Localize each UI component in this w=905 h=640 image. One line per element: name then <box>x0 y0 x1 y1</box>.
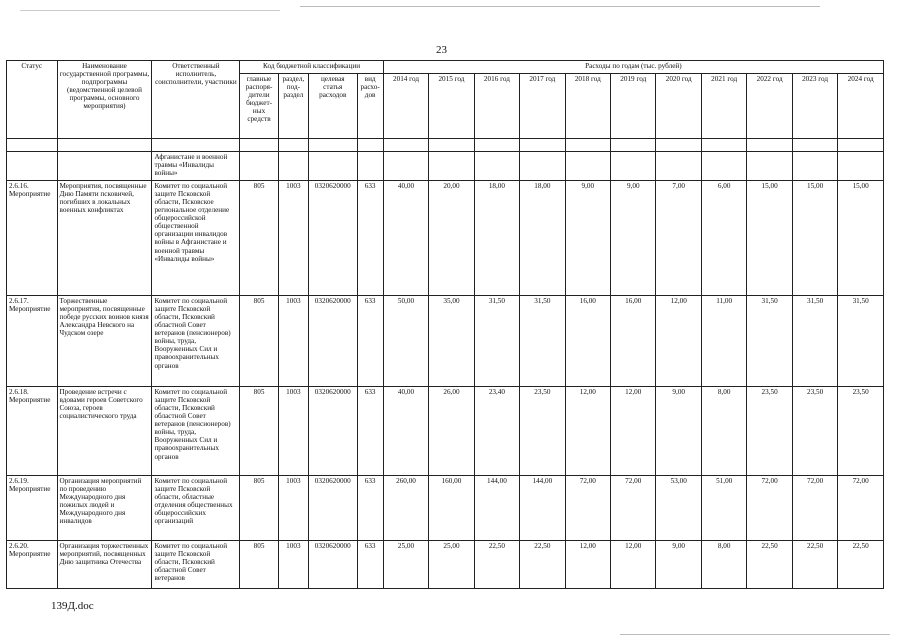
header-year: 2019 год <box>611 74 656 139</box>
row-value: 22,50 <box>838 541 884 589</box>
row-value: 72,00 <box>611 476 656 541</box>
row-name: Торжественные мероприятия, посвященные победе русских воинов князя Александра Невского на Чудском озере <box>57 296 152 387</box>
row-rzpr: 1003 <box>278 387 308 476</box>
header-year: 2018 год <box>565 74 610 139</box>
row-value: 18,00 <box>474 181 519 296</box>
header-year: 2016 год <box>474 74 519 139</box>
header-csr: целевая статья расходов <box>309 74 357 139</box>
row-value: 40,00 <box>383 387 428 476</box>
scan-line-top <box>300 6 820 7</box>
row-value: 144,00 <box>474 476 519 541</box>
header-year: 2021 год <box>701 74 746 139</box>
row-value: 8,00 <box>701 541 746 589</box>
row-status: 2.6.17. Мероприятие <box>7 296 58 387</box>
row-value: 72,00 <box>838 476 884 541</box>
row-value: 9,00 <box>656 387 701 476</box>
header-executor: Ответственный исполнитель, соисполнители, участники <box>152 61 240 139</box>
spacer-row <box>7 139 884 152</box>
row-name: Мероприятия, посвященные Дню Памяти псковичей, погибших в локальных военных конфликтах <box>57 181 152 296</box>
row-status: 2.6.18. Мероприятие <box>7 387 58 476</box>
table-row <box>7 296 884 387</box>
header-name: Наименование государственной программы, подпрограммы (ведомственной целевой программы, основного мероприятия) <box>57 61 152 139</box>
row-value: 11,00 <box>701 296 746 387</box>
header-row-1 <box>7 61 884 74</box>
row-value: 23,50 <box>838 387 884 476</box>
table-row <box>7 387 884 476</box>
row-value: 260,00 <box>383 476 428 541</box>
row-csr: 0320620000 <box>309 181 357 296</box>
row-value: 35,00 <box>429 296 474 387</box>
row-grbs: 805 <box>240 181 278 296</box>
row-status: 2.6.20. Мероприятие <box>7 541 58 589</box>
header-year: 2020 год <box>656 74 701 139</box>
header-year: 2023 год <box>792 74 837 139</box>
row-value: 9,00 <box>656 541 701 589</box>
table-row <box>7 476 884 541</box>
row-value: 22,50 <box>520 541 565 589</box>
row-value: 8,00 <box>701 387 746 476</box>
table-row <box>7 541 884 589</box>
header-status: Статус <box>7 61 58 139</box>
row-vr: 633 <box>357 541 383 589</box>
header-year: 2014 год <box>383 74 428 139</box>
scan-line-top-left <box>20 10 280 11</box>
row-value: 31,50 <box>747 296 792 387</box>
row-vr: 633 <box>357 181 383 296</box>
row-value: 12,00 <box>611 387 656 476</box>
row-value: 31,50 <box>792 296 837 387</box>
row-vr: 633 <box>357 387 383 476</box>
continuation-executor: Афганистане и военной травмы «Инвалиды войны» <box>152 152 240 181</box>
row-grbs: 805 <box>240 387 278 476</box>
row-grbs: 805 <box>240 296 278 387</box>
row-value: 40,00 <box>383 181 428 296</box>
row-value: 22,50 <box>474 541 519 589</box>
row-value: 160,00 <box>429 476 474 541</box>
header-grbs: главные распоря-дители бюджет-ных средств <box>240 74 278 139</box>
row-value: 31,50 <box>520 296 565 387</box>
row-csr: 0320620000 <box>309 296 357 387</box>
header-year: 2022 год <box>747 74 792 139</box>
row-value: 9,00 <box>611 181 656 296</box>
row-value: 9,00 <box>565 181 610 296</box>
row-executor: Комитет по социальной защите Псковской области, Псковский областной Совет ветеранов (пенсионеров) войны, труда, Вооруженных Сил и правоохранительных органов <box>152 387 240 476</box>
header-year: 2015 год <box>429 74 474 139</box>
scan-line-bottom <box>620 634 890 635</box>
row-grbs: 805 <box>240 541 278 589</box>
row-value: 6,00 <box>701 181 746 296</box>
footer-filename: 139Д.doc <box>51 600 94 612</box>
row-status: 2.6.19. Мероприятие <box>7 476 58 541</box>
row-value: 12,00 <box>565 387 610 476</box>
continuation-row <box>7 152 884 181</box>
row-value: 16,00 <box>611 296 656 387</box>
row-value: 72,00 <box>565 476 610 541</box>
row-csr: 0320620000 <box>309 476 357 541</box>
table-row <box>7 181 884 296</box>
row-name: Организация мероприятий по проведению Международного дня пожилых людей и Международного дня инвалидов <box>57 476 152 541</box>
row-rzpr: 1003 <box>278 541 308 589</box>
budget-table <box>6 60 884 589</box>
row-vr: 633 <box>357 296 383 387</box>
row-value: 22,50 <box>792 541 837 589</box>
row-value: 12,00 <box>611 541 656 589</box>
row-value: 18,00 <box>520 181 565 296</box>
row-value: 23,50 <box>520 387 565 476</box>
row-value: 12,00 <box>656 296 701 387</box>
row-value: 15,00 <box>792 181 837 296</box>
row-value: 25,00 <box>429 541 474 589</box>
row-value: 20,00 <box>429 181 474 296</box>
row-value: 26,00 <box>429 387 474 476</box>
row-value: 15,00 <box>747 181 792 296</box>
row-value: 23,50 <box>747 387 792 476</box>
row-value: 72,00 <box>747 476 792 541</box>
header-year: 2017 год <box>520 74 565 139</box>
row-executor: Комитет по социальной защите Псковской области, областные отделения общественных общероссийских организаций <box>152 476 240 541</box>
row-rzpr: 1003 <box>278 296 308 387</box>
header-budget-code: Код бюджетной классификации <box>240 61 383 74</box>
row-csr: 0320620000 <box>309 387 357 476</box>
row-rzpr: 1003 <box>278 476 308 541</box>
row-vr: 633 <box>357 476 383 541</box>
row-name: Проведение встречи с вдовами героев Советского Союза, героев социалистического труда <box>57 387 152 476</box>
row-executor: Комитет по социальной защите Псковской области, Псковский областной Совет ветеранов (пенсионеров) войны, труда, Вооруженных Сил и правоохранительных органов <box>152 296 240 387</box>
row-name: Организация торжественных мероприятий, посвященных Дню защитника Отечества <box>57 541 152 589</box>
row-value: 144,00 <box>520 476 565 541</box>
row-executor: Комитет по социальной защите Псковской области, Псковское региональное отделение общероссийской общественной организации инвалидов войны в Афганистане и военной травмы «Инвалиды войны» <box>152 181 240 296</box>
row-value: 53,00 <box>656 476 701 541</box>
row-value: 16,00 <box>565 296 610 387</box>
row-csr: 0320620000 <box>309 541 357 589</box>
row-value: 25,00 <box>383 541 428 589</box>
header-year: 2024 год <box>838 74 884 139</box>
row-value: 22,50 <box>747 541 792 589</box>
header-vr: вид расхо-дов <box>357 74 383 139</box>
row-value: 7,00 <box>656 181 701 296</box>
header-expenses: Расходы по годам (тыс. рублей) <box>383 61 883 74</box>
row-value: 15,00 <box>838 181 884 296</box>
row-value: 23,40 <box>474 387 519 476</box>
row-value: 72,00 <box>792 476 837 541</box>
row-grbs: 805 <box>240 476 278 541</box>
header-rzpr: раздел, под-раздел <box>278 74 308 139</box>
row-value: 31,50 <box>474 296 519 387</box>
page-number: 23 <box>436 44 447 56</box>
row-value: 50,00 <box>383 296 428 387</box>
row-rzpr: 1003 <box>278 181 308 296</box>
row-value: 12,00 <box>565 541 610 589</box>
row-value: 23,50 <box>792 387 837 476</box>
row-value: 31,50 <box>838 296 884 387</box>
row-executor: Комитет по социальной защите Псковской области, Псковский областной Совет ветеранов <box>152 541 240 589</box>
row-value: 51,00 <box>701 476 746 541</box>
row-status: 2.6.16. Мероприятие <box>7 181 58 296</box>
